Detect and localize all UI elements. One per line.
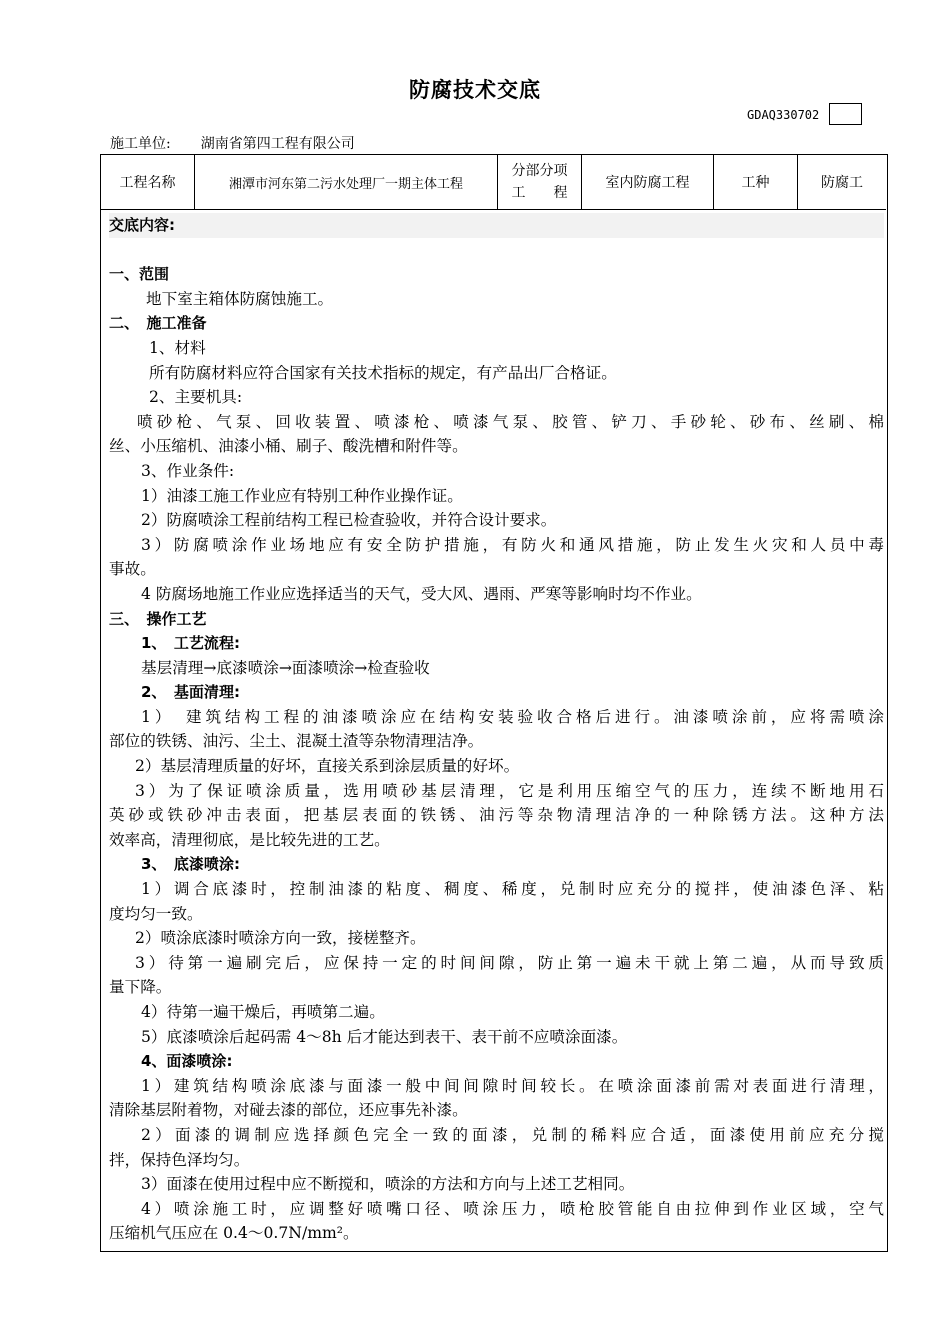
disclosure-table bbox=[100, 154, 888, 1252]
trade-value: 防腐工 bbox=[821, 175, 863, 191]
content-line: 度均匀一致。 bbox=[109, 904, 203, 923]
document-code: GDAQ330702 bbox=[747, 108, 820, 122]
content-line: 丝、小压缩机、油漆小桶、刷子、酸洗槽和附件等。 bbox=[109, 437, 468, 456]
header-row bbox=[101, 155, 886, 210]
content-line: 4）喷涂施工时，应调整好喷嘴口径、喷涂压力，喷枪胶管能自由拉伸到作业区域，空气 bbox=[141, 1199, 884, 1218]
content-line: 3）防腐喷涂作业场地应有安全防护措施，有防火和通风措施，防止发生火灾和人员中毒 bbox=[141, 535, 884, 554]
trade-label: 工种 bbox=[714, 155, 798, 209]
subproject-label-line2: 工 程 bbox=[511, 185, 568, 201]
content-line: 4）待第一遍干燥后，再喷第二遍。 bbox=[141, 1003, 385, 1021]
content-line: 1）调合底漆时，控制油漆的粘度、稠度、稀度，兑制时应充分的搅拌，使油漆色泽、粘 bbox=[141, 880, 884, 899]
content-line: 2）基层清理质量的好坏，直接关系到涂层质量的好坏。 bbox=[135, 757, 520, 776]
section-heading: 二、 施工准备 bbox=[109, 314, 207, 333]
content-line: 喷砂枪、气泵、回收装置、喷漆枪、喷漆气泵、胶管、铲刀、手砂轮、砂布、丝刷、棉 bbox=[137, 412, 884, 431]
unit-label: 施工单位: bbox=[110, 136, 171, 152]
content-line: 量下降。 bbox=[109, 978, 172, 997]
subsection-heading: 3、 底漆喷涂: bbox=[141, 855, 240, 874]
code-box bbox=[829, 103, 862, 125]
project-value: 湘潭市河东第二污水处理厂一期主体工程 bbox=[195, 155, 498, 209]
section-heading: 一、范围 bbox=[109, 265, 170, 284]
document-title: 防腐技术交底 bbox=[409, 78, 541, 102]
construction-unit bbox=[110, 133, 355, 153]
subproject-value: 室内防腐工程 bbox=[582, 155, 714, 209]
subproject-label-line1: 分部分项 bbox=[511, 163, 568, 179]
disclosure-content bbox=[109, 213, 884, 1246]
content-line: 5）底漆喷涂后起码需 4～8h 后才能达到表干、表干前不应喷涂面漆。 bbox=[141, 1027, 628, 1046]
content-line: 事故。 bbox=[109, 560, 156, 579]
unit-value: 湖南省第四工程有限公司 bbox=[200, 136, 355, 152]
content-line: 清除基层附着物，对碰去漆的部位，还应事先补漆。 bbox=[109, 1101, 468, 1120]
content-line: 3）为了保证喷涂质量，选用喷砂基层清理，它是利用压缩空气的压力，连续不断地用石 bbox=[135, 781, 884, 800]
section-heading: 三、 操作工艺 bbox=[109, 609, 207, 628]
content-line: 1）油漆工施工作业应有特别工种作业操作证。 bbox=[141, 486, 463, 505]
content-line: 效率高，清理彻底，是比较先进的工艺。 bbox=[109, 830, 390, 849]
content-line: 英砂或铁砂冲击表面，把基层表面的铁锈、油污等杂物清理洁净的一种除锈方法。这种方法 bbox=[109, 806, 884, 825]
content-line: 3）待第一遍刷完后，应保持一定的时间间隙，防止第一遍未干就上第二遍，从而导致质 bbox=[135, 953, 884, 972]
content-line: 地下室主箱体防腐蚀施工。 bbox=[146, 289, 334, 308]
content-line: 压缩机气压应在 0.4～0.7N/mm²。 bbox=[109, 1224, 359, 1243]
content-line: 部位的铁锈、油污、尘土、混凝土渣等杂物清理洁净。 bbox=[109, 732, 484, 751]
subsection-heading: 2、 基面清理: bbox=[141, 683, 240, 702]
subsection-heading: 1、 工艺流程: bbox=[141, 634, 240, 653]
content-line: 3、作业条件: bbox=[141, 461, 235, 480]
content-line: 4 防腐场地施工作业应选择适当的天气，受大风、遇雨、严寒等影响时均不作业。 bbox=[141, 584, 702, 603]
content-line: 2）喷涂底漆时喷涂方向一致，接槎整齐。 bbox=[135, 929, 426, 948]
content-line: 1、材料 bbox=[149, 338, 206, 357]
content-line: 2、主要机具: bbox=[149, 388, 243, 407]
content-line: 2）面漆的调制应选择颜色完全一致的面漆，兑制的稀料应合适，面漆使用前应充分搅 bbox=[141, 1125, 884, 1144]
content-line: 拌，保持色泽均匀。 bbox=[109, 1150, 250, 1169]
project-label: 工程名称 bbox=[101, 155, 195, 209]
content-line: 3）面漆在使用过程中应不断搅和，喷涂的方法和方向与上述工艺相同。 bbox=[141, 1175, 635, 1194]
content-line: 基层清理→底漆喷涂→面漆喷涂→检查验收 bbox=[141, 658, 430, 677]
content-line: 所有防腐材料应符合国家有关技术指标的规定，有产品出厂合格证。 bbox=[149, 363, 617, 382]
content-line: 1） 建筑结构工程的油漆喷涂应在结构安装验收合格后进行。油漆喷涂前，应将需喷涂 bbox=[141, 707, 884, 726]
content-line: 1）建筑结构喷涂底漆与面漆一般中间间隙时间较长。在喷涂面漆前需对表面进行清理， bbox=[141, 1076, 884, 1095]
content-line: 2）防腐喷涂工程前结构工程已检查验收，并符合设计要求。 bbox=[141, 511, 557, 530]
subsection-heading: 4、面漆喷涂: bbox=[141, 1052, 233, 1071]
content-heading: 交底内容: bbox=[109, 213, 884, 238]
subproject-label bbox=[498, 155, 582, 209]
